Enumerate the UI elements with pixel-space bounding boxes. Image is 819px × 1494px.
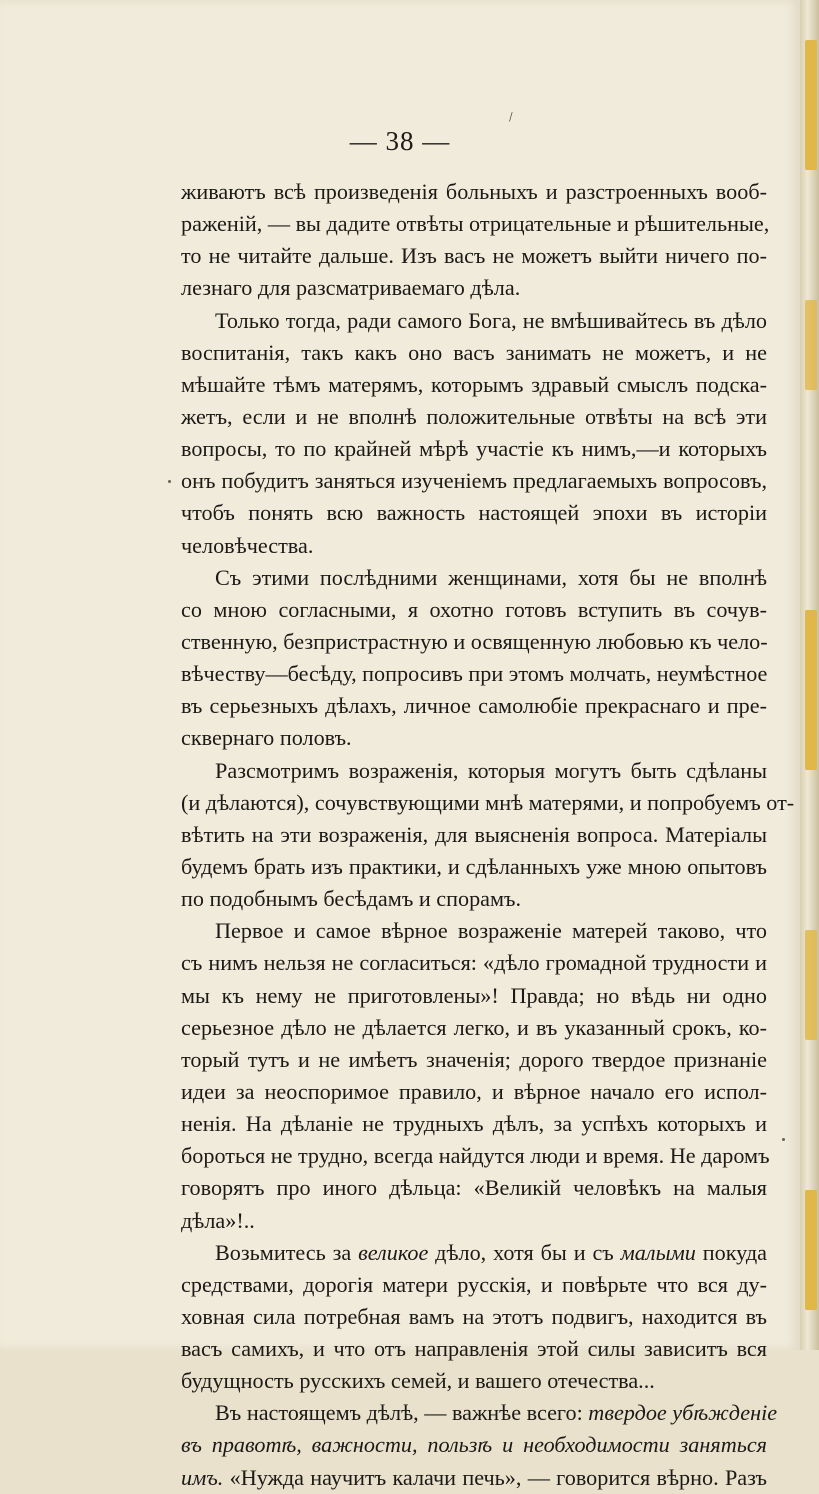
text-line	[181, 1397, 778, 1429]
text-line	[181, 1237, 767, 1269]
text-run: Возьмитесь за	[215, 1239, 359, 1265]
text-line: будемъ брать изъ практики, и сдѣланныхъ уже мною опытовъ	[181, 853, 767, 879]
text-run: «Нужда научитъ калачи печь», — говорится вѣрно. Разъ	[223, 1464, 767, 1490]
body-text	[181, 176, 795, 1494]
text-line: бороться не трудно, всегда найдутся люди и время. Не даромъ	[181, 1143, 770, 1169]
paper-speck	[168, 480, 171, 483]
text-line: вѣтить на эти возраженія, для выясненія вопроса. Матеріалы	[181, 821, 767, 847]
text-line: ненія. На дѣланіе не трудныхъ дѣлъ, за успѣхъ которыхъ и	[181, 1111, 767, 1137]
text-run: покуда	[695, 1239, 767, 1265]
text-line: онъ побудитъ заняться изученіемъ предлагаемыхъ вопросовъ,	[181, 468, 767, 494]
page-edge-tab	[805, 930, 817, 1040]
text-line: средствами, дорогія матери русскія, и повѣрьте что вся ду-	[181, 1271, 767, 1297]
text-line: Разсмотримъ возраженія, которыя могутъ быть сдѣланы	[215, 757, 767, 783]
text-line: (и дѣлаются), сочувствующими мнѣ матерями, и попробуемъ от-	[181, 789, 795, 815]
italic-run: малыми	[620, 1239, 696, 1265]
text-line: мѣшайте тѣмъ матерямъ, которымъ здравый смыслъ подска-	[181, 371, 767, 397]
text-run: Въ настоящемъ дѣлѣ, — важнѣе всего:	[215, 1400, 589, 1426]
text-line: Первое и самое вѣрное возраженіе матерей таково, что	[215, 918, 767, 944]
italic-run: въ правотѣ, важности, пользѣ и необходимости заняться	[181, 1432, 767, 1458]
text-line: воспитанія, такъ какъ оно васъ занимать не можетъ, и не	[181, 339, 767, 365]
text-line: въ серьезныхъ дѣлахъ, личное самолюбіе прекраснаго и пре-	[181, 693, 767, 719]
text-line: васъ самихъ, и что отъ направленія этой силы зависитъ вся	[181, 1336, 767, 1362]
text-line	[181, 1462, 767, 1494]
text-line: Съ этими послѣдними женщинами, хотя бы не вполнѣ	[215, 564, 767, 590]
paper-speck	[782, 1138, 785, 1141]
text-line: ховная сила потребная вамъ на этотъ подвигъ, находится въ	[181, 1303, 767, 1329]
text-line: ственную, безпристрастную и освященную любовью къ чело-	[181, 628, 768, 654]
ink-mark: \	[504, 110, 517, 125]
text-line: жетъ, если и не вполнѣ положительные отвѣты на всѣ эти	[181, 403, 767, 429]
text-line: по подобнымъ бесѣдамъ и спорамъ.	[181, 886, 522, 912]
text-line: дѣла»!..	[181, 1207, 255, 1233]
italic-run: великое	[358, 1239, 429, 1265]
text-line: сквернаго половъ.	[181, 725, 352, 751]
text-line: лезнаго для разсматриваемаго дѣла.	[181, 275, 521, 301]
text-run: дѣло, хотя бы и съ	[428, 1239, 621, 1265]
text-line: съ нимъ нельзя не согласиться: «дѣло громадной трудности и	[181, 950, 767, 976]
text-line: идеи за неоспоримое правило, и вѣрное начало его испол-	[181, 1078, 767, 1104]
text-line: будущность русскихъ семей, и вашего отечества...	[181, 1368, 655, 1394]
text-line: человѣчества.	[181, 532, 314, 558]
page-edge-tab	[805, 1190, 817, 1310]
italic-run: твердое убѣжденіе	[588, 1400, 778, 1426]
text-line	[181, 1429, 767, 1461]
text-line: вѣчеству—бесѣду, попросивъ при этомъ молчать, неумѣстное	[181, 661, 768, 687]
text-line: мы къ нему не приготовлены»! Правда; но вѣдь ни одно	[181, 982, 767, 1008]
page-edge-tab	[805, 610, 817, 770]
page-edge	[800, 0, 819, 1350]
text-line: вопросы, то по крайней мѣрѣ участіе къ нимъ,—и которыхъ	[181, 436, 767, 462]
page-edge-tab	[805, 40, 817, 170]
text-line: со мною согласными, я охотно готовъ вступить въ сочув-	[181, 596, 767, 622]
text-line: говорятъ про иного дѣльца: «Великій человѣкъ на малыя	[181, 1175, 767, 1201]
italic-run: имъ.	[181, 1464, 224, 1490]
text-line: Только тогда, ради самого Бога, не вмѣшивайтесь въ дѣло	[215, 307, 767, 333]
text-line: живаютъ всѣ произведенія больныхъ и разстроенныхъ вооб-	[181, 179, 767, 204]
page-number: — 38 —	[349, 126, 451, 156]
text-line: раженій, — вы дадите отвѣты отрицательные и рѣшительные,	[181, 211, 770, 237]
page-edge-tab	[805, 300, 817, 390]
text-line: то не читайте дальше. Изъ васъ не можетъ выйти ничего по-	[181, 243, 767, 269]
text-line: серьезное дѣло не дѣлается легко, и въ указанный срокъ, ко-	[181, 1014, 767, 1040]
text-line: торый тутъ и не имѣетъ значенія; дорого твердое признаніе	[181, 1046, 767, 1072]
text-line: чтобъ понять всю важность настоящей эпохи въ исторіи	[181, 500, 767, 526]
